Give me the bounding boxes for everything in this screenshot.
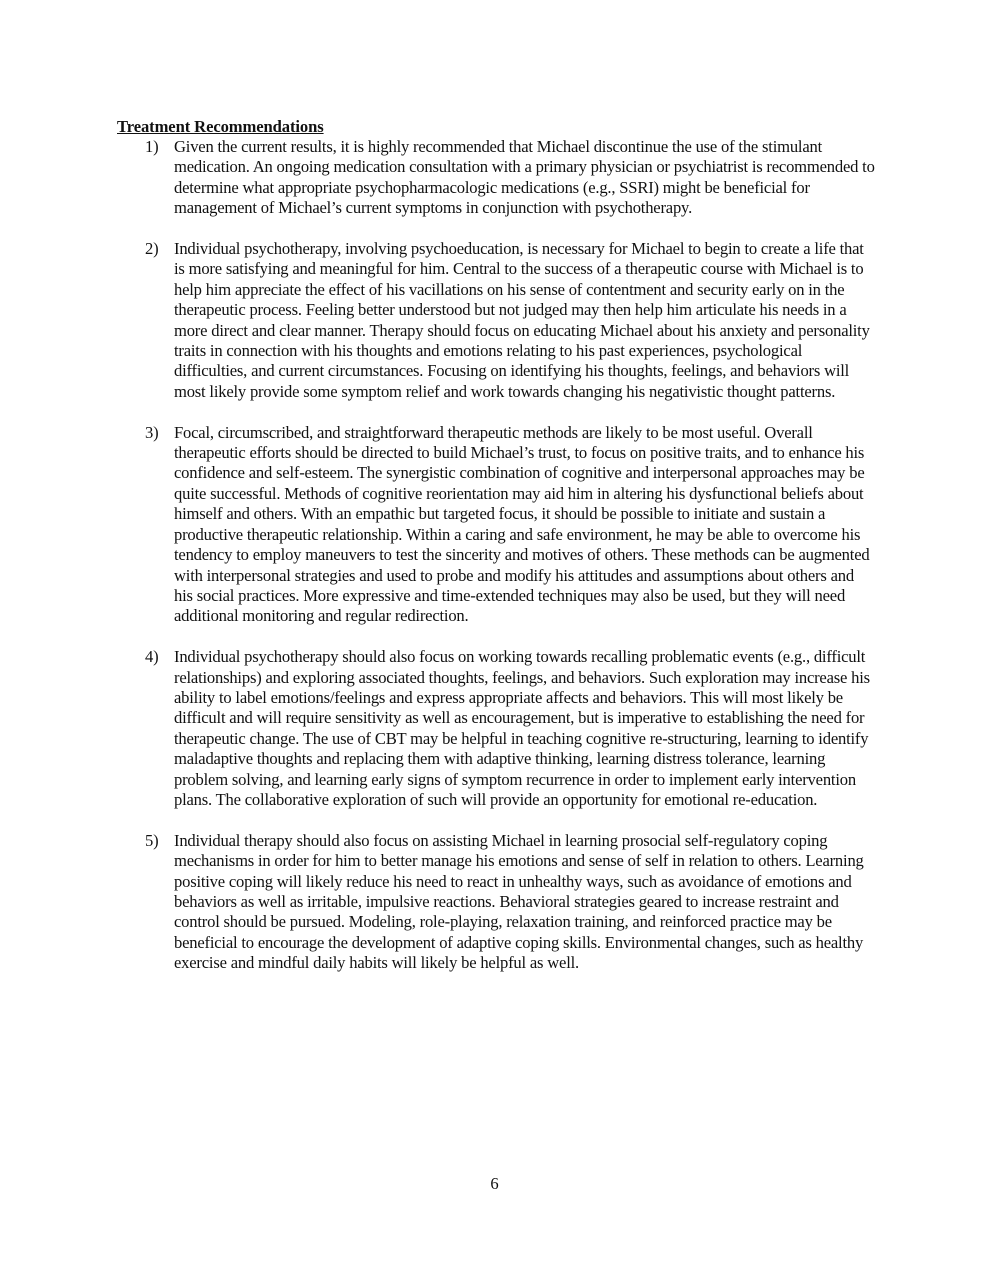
- recommendation-item: [145, 423, 875, 627]
- page-number: 6: [490, 1174, 499, 1193]
- recommendations-list: [145, 137, 875, 994]
- item-text: Individual therapy should also focus on assisting Michael in learning prosocial self-regulatory coping mechanisms in order for him to better manage his emotions and sense of self in relation to others. Learning positive coping will likely reduce his need to react in unhealthy ways, such as avoidance of emotions and behaviors as well as irritable, impulsive reactions. Behavioral strategies geared to increase restraint and control should be pursued. Modeling, role-playing, relaxation training, and reinforced practice may be beneficial to encourage the development of adaptive coping skills. Environmental changes, such as healthy exercise and mindful daily habits will likely be helpful as well.: [174, 830, 864, 973]
- recommendation-item: [145, 831, 875, 974]
- item-text: Individual psychotherapy, involving psychoeducation, is necessary for Michael to begin to create a life that is more satisfying and meaningful for him. Central to the success of a therapeutic course with Michael is to help him appreciate the effect of his vacillations on his sense of contentment and security early on in the therapeutic process. Feeling better understood but not judged may then help him articulate his needs in a more direct and clear manner. Therapy should focus on educating Michael about his anxiety and personality traits in connection with his thoughts and emotions relating to his past experiences, psychological difficulties, and current circumstances. Focusing on identifying his thoughts, feelings, and behaviors will most likely provide some symptom relief and work towards changing his negativistic thought patterns.: [174, 239, 870, 401]
- recommendation-item: [145, 239, 875, 402]
- item-number: 2): [145, 239, 159, 259]
- item-text: Given the current results, it is highly recommended that Michael discontinue the use of the stimulant medication. An ongoing medication consultation with a primary physician or psychiatrist is recommended to determine what appropriate psychopharmacologic medications (e.g., SSRI) might be beneficial for management of Michael’s current symptoms in conjunction with psychotherapy.: [174, 137, 875, 218]
- recommendation-item: [145, 137, 875, 219]
- recommendation-item: [145, 647, 875, 810]
- item-number: 5): [145, 830, 159, 850]
- item-text: Individual psychotherapy should also focus on working towards recalling problematic events (e.g., difficult relationships) and exploring associated thoughts, feelings, and behaviors. Such exploration may increase his ability to label emotions/feelings and express appropriate affects and behaviors. This will most likely be difficult and will require sensitivity as well as encouragement, but is imperative to establishing the need for therapeutic change. The use of CBT may be helpful in teaching cognitive re-structuring, learning to identify maladaptive thoughts and replacing them with adaptive thinking, learning distress tolerance, learning problem solving, and learning early signs of symptom recurrence in order to implement early intervention plans. The collaborative exploration of such will provide an opportunity for emotional re-education.: [174, 647, 870, 809]
- item-number: 4): [145, 647, 159, 667]
- item-number: 3): [145, 422, 159, 442]
- section-heading: Treatment Recommendations: [117, 117, 324, 136]
- item-number: 1): [145, 137, 159, 156]
- item-text: Focal, circumscribed, and straightforward therapeutic methods are likely to be most useful. Overall therapeutic efforts should be directed to build Michael’s trust, to focus on positive traits, and to enhance his confidence and self-esteem. The synergistic combination of cognitive and interpersonal approaches may be quite successful. Methods of cognitive reorientation may aid him in altering his dysfunctional beliefs about himself and others. With an empathic but targeted focus, it should be possible to initiate and sustain a productive therapeutic relationship. Within a caring and safe environment, he may be able to overcome his tendency to employ maneuvers to test the sincerity and motives of others. These methods can be augmented with interpersonal strategies and used to probe and modify his attitudes and assumptions about others and his social practices. More expressive and time-extended techniques may also be used, but they will need additional monitoring and regular redirection.: [174, 422, 870, 626]
